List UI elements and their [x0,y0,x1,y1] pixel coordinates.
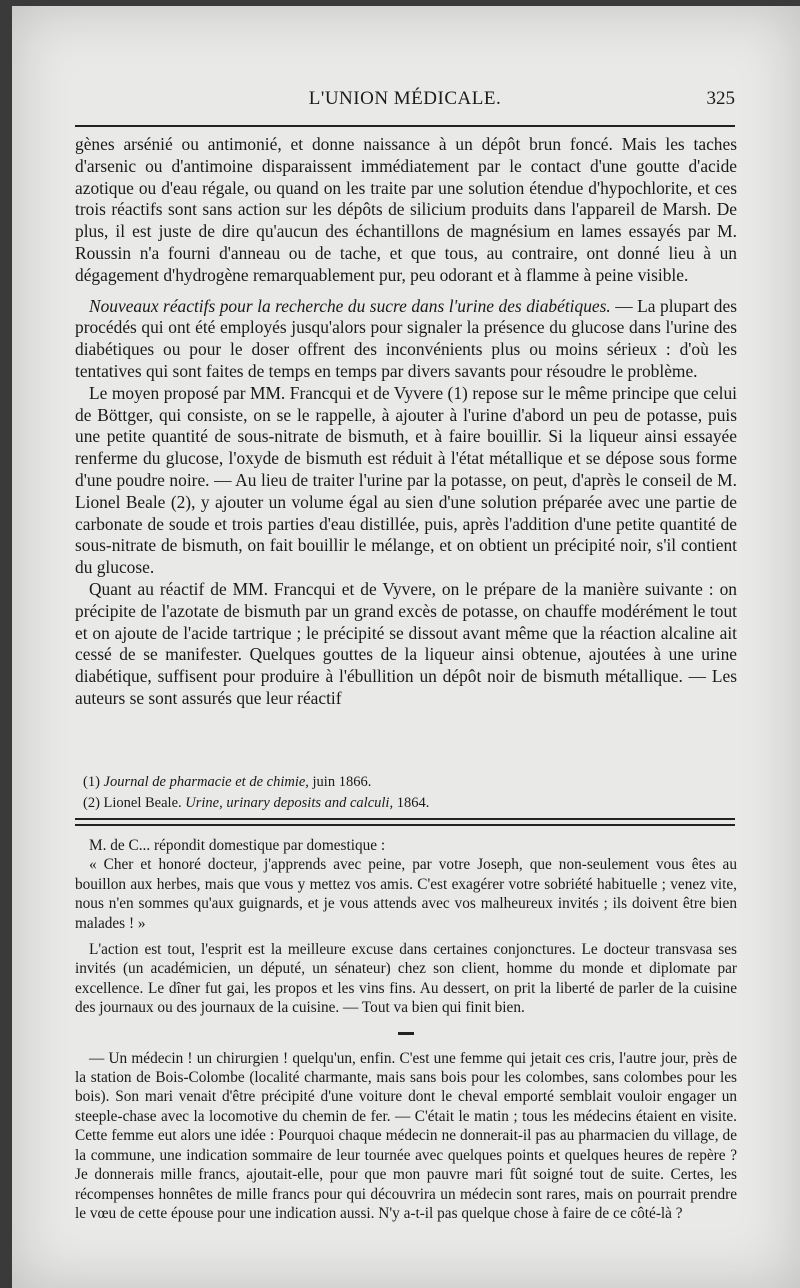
footnote-2-author: (2) Lionel Beale. [83,795,186,811]
paragraph-sugar-reagents [75,296,737,383]
footnote-2-source: Urine, urinary deposits and calculi, [185,795,394,811]
feuilleton-letter: « Cher et honoré docteur, j'apprends avec peine, par votre Joseph, que non-seulement vous êtes au bouillon aux herbes, mais que vous y mettez vos amis. C'est exagérer votre sobriété habituelle ; venez vite, nous n'en sommes qu'aux guignards, et je vous attends avec vos malheureux invités ; ils doivent être bien malades ! » [75,856,737,932]
feuilleton-divider [75,818,735,826]
header-rule [75,125,735,127]
paragraph-reagent-preparation: Quant au réactif de MM. Francqui et de Vyvere, on le prépare de la manière suivante : on précipite de l'azotate de bismuth par un grand excès de potasse, on chauffe modérément le tout et on ajoute de l'acide tartrique ; le précipité se dissout avant même que la réaction alcaline ait cessé de se manifester. Quelques gouttes de la liqueur ainsi obtenue, ajoutées à une urine diabétique, suffisent pour produire à l'ébullition un dépôt noir de bismuth métallique. — Les auteurs se sont assurés que leur réactif [75,578,737,708]
journal-title-text: L'UNION MÉDICALE. [308,88,502,109]
page-header-overlay [75,88,735,114]
paragraph-magnesium: gènes arsénié ou antimonié, et donne naissance à un dépôt brun foncé. Mais les taches d'arsenic ou d'antimoine disparaissent immédiatement par le contact d'une goutte d'acide azotique ou d'eau régale, ou quand on les traite par une solution étendue d'hypochlorite, et ces trois réactifs sont sans action sur les dépôts de silicium produits dans l'appareil de Marsh. De plus, il est juste de dire qu'aucun des échantillons de magnésium en lames essayés par M. Roussin n'a fourni d'anneau ou de tache, et que tous, au contraire, ont donné lieu à un dégagement d'hydrogène remarquablement pur, peu odorant et à flamme à peine visible. [75,134,737,285]
feuilleton-section [75,836,737,1223]
paragraph-bottger-method: Le moyen proposé par MM. Francqui et de Vyvere (1) repose sur le même principe que celui de Böttger, qui consiste, on se le rappelle, à ajouter à l'urine d'abord un peu de potasse, puis une petite quantité de sous-nitrate de bismuth, et à faire bouillir. Si la liqueur ainsi essayée renferme du glucose, l'oxyde de bismuth est réduit à l'état métallique et se dépose sous forme d'une poudre noire. — Au lieu de traiter l'urine par la potasse, on peut, d'après le conseil de M. Lionel Beale (2), y ajouter un volume égal au sien d'une solution préparée avec une partie de carbonate de soude et trois parties d'eau distillée, puis, après l'addition d'une petite quantité de sous-nitrate de bismuth, on fait bouillir le mélange, et on obtient un précipité noir, s'il contient du glucose. [75,382,737,578]
section-heading: Nouveaux réactifs pour la recherche du sucre dans l'urine des diabétiques. [89,295,611,316]
footnote-1-source: Journal de pharmacie et de chimie, [103,774,309,790]
footnotes [83,772,733,814]
section-dash [398,1032,414,1035]
footnote-2 [83,793,733,814]
paragraph-sugar-text: — La plupart des procédés qui ont été employés jusqu'alors pour signaler la présence du glucose dans l'urine des diabétiques ou pour le doser offrent des inconvénients plus ou moins sérieux : d'où les tentatives qui sont faites de temps en temps par divers savants pour résoudre le problème. [75,295,737,381]
footnote-1 [83,772,733,793]
feuilleton-bois-colombe: — Un médecin ! un chirurgien ! quelqu'un, enfin. C'est une femme qui jetait ces cris, l'autre jour, près de la station de Bois-Colombe (localité charmante, mais sans bois pour les colombes, sans colombes pour les bois). Son mari venait d'être précipité d'une voiture dont le cheval emporté semblait vouloir engager un steeple-chase avec la locomotive du chemin de fer. — C'était le matin ; tous les médecins étaient en visite. Cette femme eut alors une idée : Pourquoi chaque médecin ne donnerait-il pas au pharmacien du village, de la commune, une indication sommaire de leur tournée avec quelques points et quelques heures de repère ? Je donnerais mille francs, ajoutait-elle, pour que mon pauvre mari fût soigné tout de suite. Certes, les récompenses honnêtes de mille francs pour qui découvrira un médecin sont rares, mais on pourrait prendre le vœu de cette épouse pour une indication aussi. N'y a-t-il pas quelque chose à faire de ce côté-là ? [75,1049,737,1222]
page-number-text: 325 [706,88,735,109]
footnote-1-date: juin 1866. [308,774,372,790]
main-article [75,134,737,710]
footnote-2-date: 1864. [393,795,430,811]
footnote-1-number: (1) [83,774,104,790]
feuilleton-dinner: L'action est tout, l'esprit est la meilleure excuse dans certaines conjonctures. Le docteur transvasa ses invités (un académicien, un député, un sénateur) chez son client, homme du monde et diplomate par excellence. Le dîner fut gai, les propos et les vins fins. Au dessert, on prit la liberté de parler de la cuisine des journaux ou des journaux de la cuisine. — Tout va bien qui finit bien. [75,941,737,1017]
feuilleton-intro: M. de C... répondit domestique par domestique : [89,837,386,854]
